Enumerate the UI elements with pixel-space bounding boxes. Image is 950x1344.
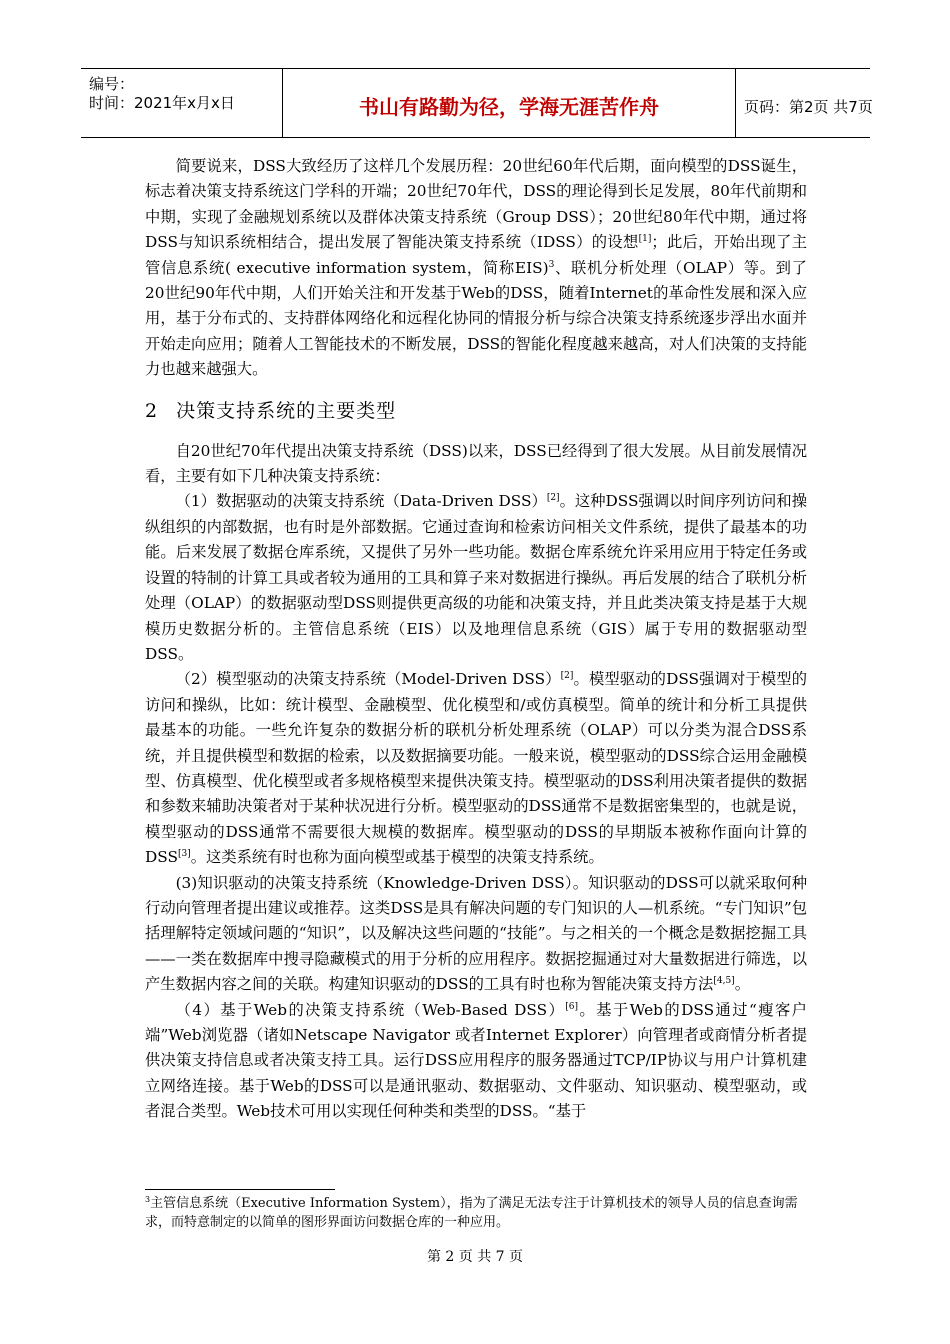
doc-time-label: 时间：2021年x月x日 (89, 94, 235, 112)
citation: [1] (638, 234, 652, 245)
text-run: 。模型驱动的DSS强调对于模型的访问和操纵，比如：统计模型、金融模型、优化模型和/或仿真模型。简单的统计和分析工具提供最基本的功能。一些允许复杂的数据分析的联机分析处理系统（OLAP）可以分类为混合DSS系统，并且提供模型和数据的检索，以及数据摘要功能。一般来说，模型驱动的DSS综合运用金融模型、仿真模型、优化模型或者多规格模型来提供决策支持。模型驱动的DSS利用决策者提供的数据和参数来辅助决策者对于某种状况进行分析。模型驱动的DSS通常不是数据密集型的，也就是说，模型驱动的DSS通常不需要很大规模的数据库。模型驱动的DSS的早期版本被称作面向计算的DSS (145, 670, 807, 867)
text-run: ；此后，开始出现了主管信息系统( executive information system，简称EIS) (145, 233, 807, 277)
footnote-separator (145, 1189, 335, 1190)
type2-paragraph (145, 667, 807, 870)
types-intro-paragraph: 自20世纪70年代提出决策支持系统（DSS)以来，DSS已经得到了很大发展。从目前发展情况看，主要有如下几种决策支持系统： (145, 441, 807, 486)
section-heading (145, 394, 807, 428)
header-cell-motto (283, 69, 736, 137)
text-run: 。这类系统有时也称为面向模型或基于模型的决策支持系统。 (190, 848, 604, 867)
header-motto: 书山有路勤为径，学海无涯苦作舟 (359, 95, 659, 119)
doc-number-label: 编号： (89, 75, 135, 93)
text-run: （2）模型驱动的决策支持系统（Model-Driven DSS） (175, 670, 561, 689)
citation: [2] (546, 493, 560, 504)
citation: [6] (565, 1001, 578, 1012)
footnote-text: 主管信息系统（Executive Information System），指为了满足无法专注于计算机技术的领导人员的信息查询需求，而特意制定的以简单的图形界面访问数据仓库的一种应用。 (145, 1196, 798, 1230)
intro-paragraph (145, 154, 807, 383)
citation: [2] (560, 671, 574, 682)
text-run: 。基于Web的DSS通过“瘦客户端”Web浏览器（诸如Netscape Navigator 或者Internet Explorer）向管理者或商情分析者提供决策支持信息或者决策支持工具。运行DSS应用程序的服务器通过TCP/IP协议与用户计算机建立网络连接。基于Web的DSS可以是通讯驱动、数据驱动、文件驱动、知识驱动、模型驱动，或者混合类型。Web技术可用以实现任何种类和类型的DSS。“基于 (145, 1000, 807, 1121)
citation: [3] (177, 849, 191, 860)
footnote-mark: 3 (145, 1195, 151, 1204)
header-cell-page (736, 69, 873, 137)
page-header (81, 68, 873, 138)
type3-paragraph (145, 871, 807, 998)
type4-paragraph (145, 998, 807, 1125)
document-body (145, 154, 807, 1125)
text-run: 。 (734, 975, 751, 994)
section-number: 2 (145, 399, 159, 422)
type1-paragraph (145, 489, 807, 667)
page-footer: 第 2 页 共 7 页 (426, 1249, 524, 1265)
text-run: (3)知识驱动的决策支持系统（Knowledge-Driven DSS）。知识驱动的DSS可以就采取何种行动向管理者提出建议或推荐。这类DSS是具有解决问题的专门知识的人—机系统。“专门知识”包括理解特定领域问题的“知识”，以及解决这些问题的“技能”。与之相关的一个概念是数据挖掘工具——一类在数据库中搜寻隐藏模式的用于分析的应用程序。数据挖掘通过对大量数据进行筛选，以产生数据内容之间的关联。构建知识驱动的DSS的工具有时也称为智能决策支持方法 (145, 873, 807, 994)
text-run: （4）基于Web的决策支持系统（Web-Based DSS） (175, 1000, 566, 1019)
footnote-marker: 3 (548, 259, 555, 270)
header-cell-info (81, 69, 283, 137)
header-page-number: 页码：第2页 共7页 (744, 98, 873, 116)
citation: [4,5] (713, 976, 735, 987)
text-run: 简要说来，DSS大致经历了这样几个发展历程：20世纪60年代后期，面向模型的DSS诞生，标志着决策支持系统这门学科的开端；20世纪70年代，DSS的理论得到长足发展，80年代前期和中期，实现了金融规划系统以及群体决策支持系统（Group DSS）；20世纪80年代中期，通过将DSS与知识系统相结合，提出发展了智能决策支持系统（IDSS）的设想 (145, 157, 807, 252)
text-run: 、联机分析处理（OLAP）等。到了20世纪90年代中期，人们开始关注和开发基于Web的DSS，随着Internet的革命性发展和深入应用，基于分布式的、支持群体网络化和远程化协同的情报分析与综合决策支持系统逐步浮出水面并开始走向应用；随着人工智能技术的不断发展，DSS的智能化程度越来越高，对人们决策的支持能力也越来越强大。 (145, 258, 807, 379)
text-run: （1）数据驱动的决策支持系统（Data-Driven DSS） (175, 492, 547, 511)
section-title: 决策支持系统的主要类型 (176, 399, 397, 422)
text-run: 。这种DSS强调以时间序列访问和操纵组织的内部数据，也有时是外部数据。它通过查询和检索访问相关文件系统，提供了最基本的功能。后来发展了数据仓库系统，又提供了另外一些功能。数据仓库系统允许采用应用于特定任务或设置的特制的计算工具或者较为通用的工具和算子来对数据进行操纵。再后发展的结合了联机分析处理（OLAP）的数据驱动型DSS则提供更高级的功能和决策支持，并且此类决策支持是基于大规模历史数据分析的。主管信息系统（EIS）以及地理信息系统（GIS）属于专用的数据驱动型DSS。 (145, 492, 807, 663)
footnote (145, 1194, 807, 1232)
